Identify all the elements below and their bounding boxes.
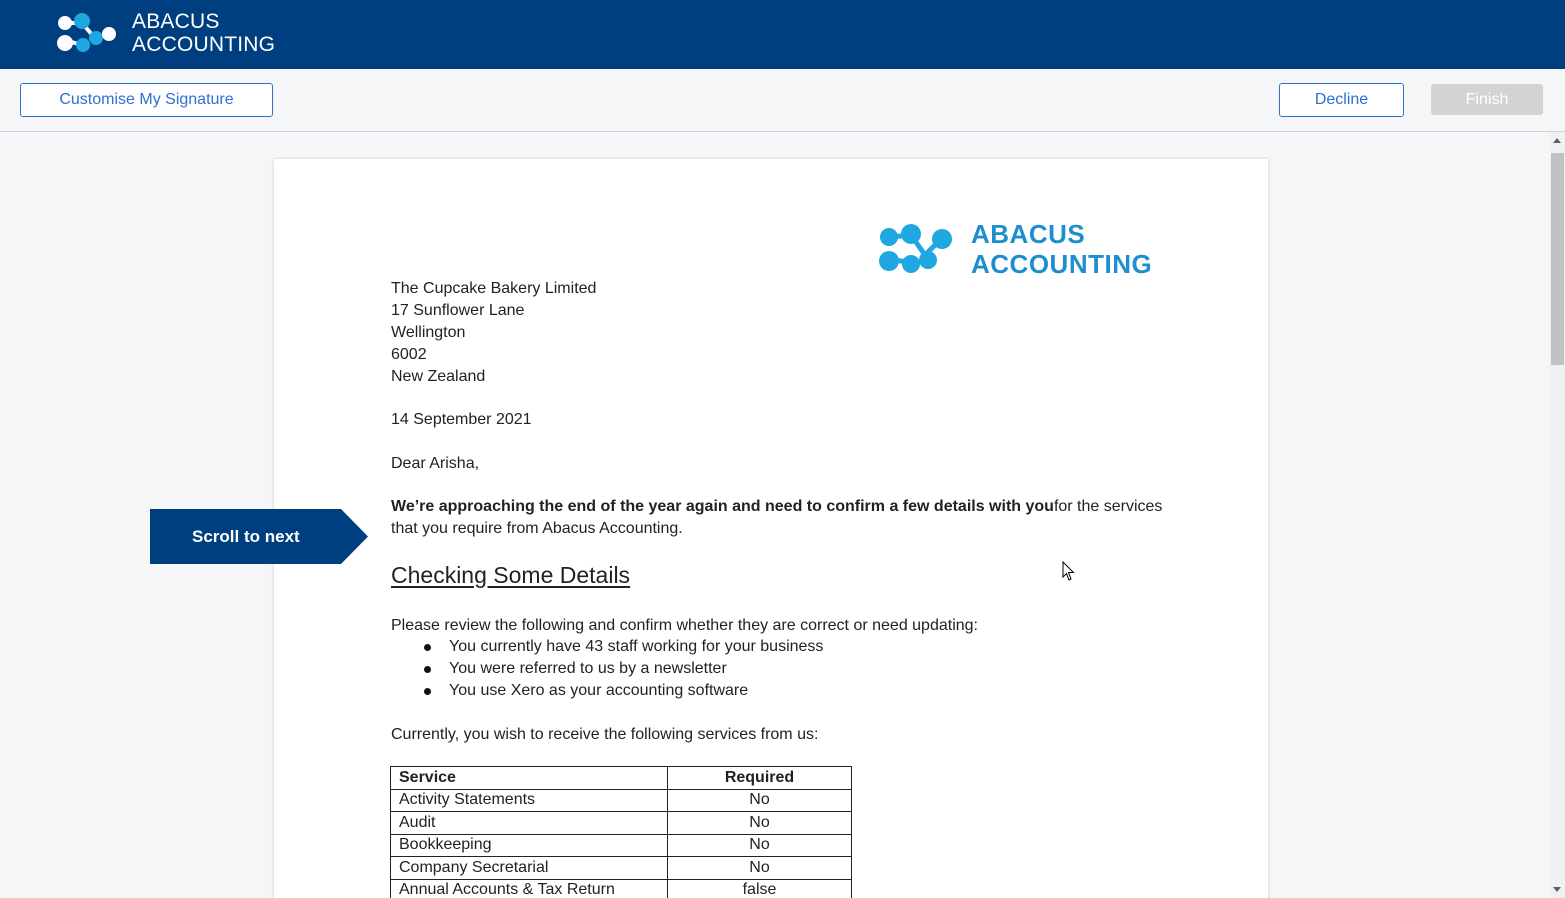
bullet-icon xyxy=(424,666,431,673)
recipient-address xyxy=(391,278,596,388)
top-header-bar xyxy=(0,0,1565,69)
action-toolbar xyxy=(0,69,1565,132)
bullet-icon xyxy=(424,688,431,695)
abacus-dots-logo-icon xyxy=(56,11,118,55)
column-header-required: Required xyxy=(668,767,852,790)
letter-date: 14 September 2021 xyxy=(391,411,532,428)
service-cell: Bookkeeping xyxy=(391,834,668,857)
list-item xyxy=(424,658,823,680)
document-logo-text xyxy=(971,219,1152,279)
letter-greeting: Dear Arisha, xyxy=(391,455,480,472)
required-cell: No xyxy=(668,834,852,857)
service-cell: Annual Accounts & Tax Return xyxy=(391,879,668,898)
finish-button[interactable]: Finish xyxy=(1431,84,1543,115)
address-line: Wellington xyxy=(391,324,466,341)
bullet-icon xyxy=(424,644,431,651)
address-line: The Cupcake Bakery Limited xyxy=(391,280,597,297)
intro-rest-text-2: that you require from Abacus Accounting. xyxy=(391,520,683,537)
document-logo xyxy=(877,219,1152,279)
details-bullet-list xyxy=(424,636,823,702)
review-text: Please review the following and confirm whether they are correct or need updating: xyxy=(391,617,978,634)
column-header-service: Service xyxy=(391,767,668,790)
address-line: New Zealand xyxy=(391,368,486,385)
brand-logo xyxy=(56,10,275,56)
list-item xyxy=(424,680,823,702)
list-item-text: You were referred to us by a newsletter xyxy=(449,660,727,677)
table-row xyxy=(391,812,852,835)
brand-name xyxy=(132,10,275,56)
service-cell: Activity Statements xyxy=(391,789,668,812)
section-heading: Checking Some Details xyxy=(391,562,631,588)
services-intro: Currently, you wish to receive the following services from us: xyxy=(391,726,819,743)
required-cell: No xyxy=(668,789,852,812)
scroll-down-arrow-icon[interactable] xyxy=(1553,887,1561,892)
address-line: 17 Sunflower Lane xyxy=(391,302,525,319)
decline-button[interactable]: Decline xyxy=(1279,83,1404,117)
list-item xyxy=(424,636,823,658)
table-header-row xyxy=(391,767,852,790)
scroll-to-next-button[interactable] xyxy=(150,509,368,564)
brand-line-2: ACCOUNTING xyxy=(132,33,276,56)
required-cell: No xyxy=(668,812,852,835)
abacus-dots-logo-icon xyxy=(877,222,955,276)
service-cell: Audit xyxy=(391,812,668,835)
document-page xyxy=(274,159,1268,898)
intro-paragraph xyxy=(391,496,1171,540)
scroll-up-arrow-icon[interactable] xyxy=(1553,138,1561,143)
document-logo-line-2: ACCOUNTING xyxy=(971,249,1153,279)
list-item-text: You currently have 43 staff working for your business xyxy=(449,638,824,655)
services-table xyxy=(390,766,852,898)
intro-rest-text: for the services xyxy=(1053,498,1163,515)
vertical-scrollbar[interactable] xyxy=(1550,132,1565,898)
service-cell: Company Secretarial xyxy=(391,857,668,880)
required-cell: No xyxy=(668,857,852,880)
table-row xyxy=(391,857,852,880)
list-item-text: You use Xero as your accounting software xyxy=(449,682,749,699)
scroll-to-next-label: Scroll to next xyxy=(192,527,300,546)
table-row xyxy=(391,834,852,857)
table-row xyxy=(391,789,852,812)
mouse-pointer-icon xyxy=(1062,561,1076,582)
address-line: 6002 xyxy=(391,346,427,363)
document-logo-line-1: ABACUS xyxy=(971,219,1086,249)
customise-signature-button[interactable]: Customise My Signature xyxy=(20,83,273,117)
table-row xyxy=(391,879,852,898)
intro-bold-text: We’re approaching the end of the year again and need to confirm a few details with you xyxy=(391,498,1054,515)
brand-line-1: ABACUS xyxy=(132,10,220,33)
scrollbar-thumb[interactable] xyxy=(1551,153,1564,365)
required-cell: false xyxy=(668,879,852,898)
